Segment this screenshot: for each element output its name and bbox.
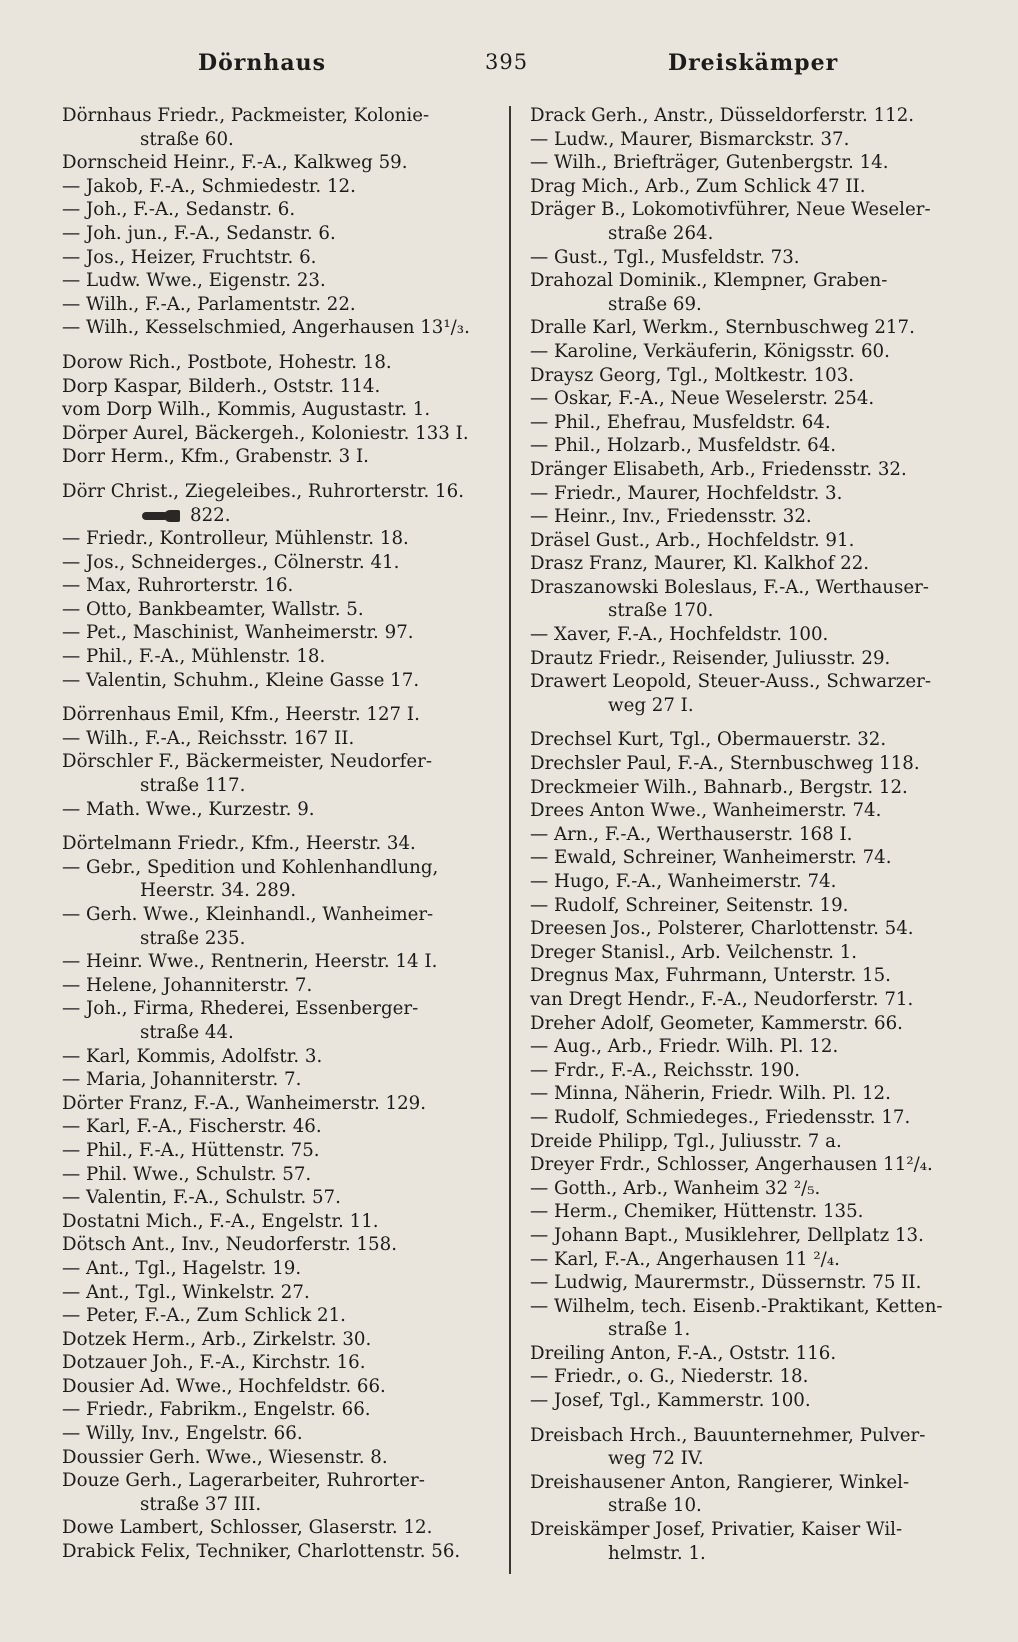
entry-text: Dreyer Frdr., Schlosser, Angerhausen 11²/₄. [530, 1154, 933, 1176]
directory-entry [62, 1422, 512, 1446]
directory-entry [62, 798, 512, 822]
directory-entry [530, 269, 982, 293]
directory-entry [530, 1130, 982, 1154]
directory-entry [62, 574, 512, 598]
directory-entry [530, 1200, 982, 1224]
entry-continuation [530, 1494, 982, 1518]
header-right-keyword: Dreiskämper [668, 50, 839, 76]
entry-text: Dränger Elisabeth, Arb., Friedensstr. 32. [530, 458, 907, 480]
entry-text: straße 1. [608, 1319, 691, 1341]
entry-text: — Ludwig, Maurermstr., Düssernstr. 75 II. [530, 1272, 922, 1294]
entry-text: — Jos., Schneiderges., Cölnerstr. 41. [62, 551, 400, 573]
header-left-keyword: Dörnhaus [198, 50, 326, 76]
entry-text: Dotzauer Joh., F.-A., Kirchstr. 16. [62, 1352, 366, 1374]
entry-continuation [530, 222, 982, 246]
directory-entry [62, 198, 512, 222]
entry-text: — Wilhelm, tech. Eisenb.-Praktikant, Ketten- [530, 1295, 943, 1317]
entry-text: — Friedr., Kontrolleur, Mühlenstr. 18. [62, 528, 409, 550]
entry-text: — Heinr., Inv., Friedensstr. 32. [530, 506, 812, 528]
entry-text: Dralle Karl, Werkm., Sternbuschweg 217. [530, 317, 915, 339]
directory-entry [62, 669, 512, 693]
left-column [62, 104, 512, 1564]
entry-continuation [530, 1447, 982, 1471]
directory-entry [62, 1304, 512, 1328]
entry-text: Dörnhaus Friedr., Packmeister, Kolonie- [62, 105, 430, 126]
entry-text: Dörrenhaus Emil, Kfm., Heerstr. 127 I. [62, 704, 420, 726]
directory-entry [530, 364, 982, 388]
directory-entry [530, 529, 982, 553]
entry-text: — Josef, Tgl., Kammerstr. 100. [530, 1390, 811, 1412]
entry-continuation [62, 879, 512, 903]
right-column [530, 104, 982, 1565]
entry-text: vom Dorp Wilh., Kommis, Augustastr. 1. [62, 399, 431, 421]
entry-gap [530, 717, 982, 728]
entry-text: Dreger Stanisl., Arb. Veilchenstr. 1. [530, 941, 858, 963]
entry-continuation [530, 599, 982, 623]
directory-entry [62, 1469, 512, 1493]
entry-continuation [530, 1318, 982, 1342]
entry-text: — Xaver, F.-A., Hochfeldstr. 100. [530, 624, 829, 646]
directory-entry [530, 1295, 982, 1319]
entry-text: — Jos., Heizer, Fruchtstr. 6. [62, 246, 317, 268]
directory-entry [530, 1424, 982, 1448]
entry-text: Dreckmeier Wilh., Bahnarb., Bergstr. 12. [530, 776, 908, 798]
directory-entry [530, 1012, 982, 1036]
entry-gap [62, 469, 512, 480]
entry-text: straße 170. [608, 600, 714, 622]
directory-entry [62, 375, 512, 399]
column-divider [509, 106, 511, 1574]
directory-entry [62, 1115, 512, 1139]
entry-text: Dötsch Ant., Inv., Neudorferstr. 158. [62, 1234, 397, 1256]
entry-continuation [62, 774, 512, 798]
entry-text: — Rudolf, Schreiner, Seitenstr. 19. [530, 894, 849, 916]
directory-entry [62, 1351, 512, 1375]
entry-text: Dreisbach Hrch., Bauunternehmer, Pulver- [530, 1424, 926, 1446]
entry-text: — Wilh., F.-A., Reichsstr. 167 II. [62, 727, 355, 749]
directory-entry [530, 151, 982, 175]
entry-text: — Oskar, F.-A., Neue Weselerstr. 254. [530, 388, 875, 410]
directory-entry [530, 1059, 982, 1083]
directory-entry [62, 903, 512, 927]
directory-entry [62, 151, 512, 175]
directory-entry [62, 1186, 512, 1210]
entry-text: Draszanowski Boleslaus, F.-A., Werthauser- [530, 576, 929, 598]
entry-text: — Ewald, Schreiner, Wanheimerstr. 74. [530, 847, 892, 869]
directory-entry [62, 293, 512, 317]
entry-text: — Wilh., F.-A., Parlamentstr. 22. [62, 293, 356, 315]
entry-text: Dörter Franz, F.-A., Wanheimerstr. 129. [62, 1092, 427, 1114]
directory-entry [530, 752, 982, 776]
entry-text: — Pet., Maschinist, Wanheimerstr. 97. [62, 622, 414, 644]
directory-entry [530, 728, 982, 752]
entry-text: 822. [190, 504, 231, 526]
directory-entry [62, 222, 512, 246]
entry-text: Dreishausener Anton, Rangierer, Winkel- [530, 1471, 910, 1493]
directory-entry [62, 1540, 512, 1564]
entry-text: — Frdr., F.-A., Reichsstr. 190. [530, 1059, 801, 1081]
directory-entry [62, 750, 512, 774]
directory-entry [62, 1446, 512, 1470]
entry-text: — Willy, Inv., Engelstr. 66. [62, 1423, 303, 1445]
directory-entry [62, 527, 512, 551]
directory-entry [530, 175, 982, 199]
directory-entry [530, 128, 982, 152]
entry-text: — Phil. Wwe., Schulstr. 57. [62, 1163, 312, 1185]
entry-text: Dorr Herm., Kfm., Grabenstr. 3 I. [62, 446, 369, 468]
directory-entry [62, 1375, 512, 1399]
entry-text: — Math. Wwe., Kurzestr. 9. [62, 798, 315, 820]
directory-entry [530, 964, 982, 988]
entry-text: — Gerh. Wwe., Kleinhandl., Wanheimer- [62, 904, 434, 925]
directory-entry [62, 598, 512, 622]
entry-text: — Friedr., Maurer, Hochfeldstr. 3. [530, 482, 843, 504]
entry-text: straße 117. [140, 775, 246, 797]
entry-text: straße 10. [608, 1495, 702, 1517]
directory-entry [62, 727, 512, 751]
directory-entry [530, 917, 982, 941]
directory-entry [530, 988, 982, 1012]
directory-entry [62, 1257, 512, 1281]
directory-entry [530, 552, 982, 576]
entry-text: — Karl, Kommis, Adolfstr. 3. [62, 1045, 323, 1067]
entry-text: — Minna, Näherin, Friedr. Wilh. Pl. 12. [530, 1083, 891, 1105]
entry-text: — Joh., Firma, Rhederei, Essenberger- [62, 998, 419, 1020]
entry-text: Drawert Leopold, Steuer-Auss., Schwarzer- [530, 671, 931, 693]
page-number: 395 [485, 50, 529, 74]
entry-text: weg 27 I. [608, 694, 694, 716]
entry-text: Drahozal Dominik., Klempner, Graben- [530, 270, 888, 292]
directory-entry [62, 974, 512, 998]
directory-entry [530, 482, 982, 506]
entry-text: — Ant., Tgl., Winkelstr. 27. [62, 1281, 310, 1303]
entry-text: Dörper Aurel, Bäckergeh., Koloniestr. 133 I. [62, 422, 469, 444]
entry-text: — Joh., F.-A., Sedanstr. 6. [62, 199, 296, 221]
directory-entry [530, 894, 982, 918]
entry-text: straße 235. [140, 927, 246, 949]
entry-text: Dörtelmann Friedr., Kfm., Heerstr. 34. [62, 833, 416, 855]
directory-entry [530, 246, 982, 270]
entry-text: Drasz Franz, Maurer, Kl. Kalkhof 22. [530, 553, 870, 575]
entry-text: — Maria, Johanniterstr. 7. [62, 1069, 302, 1091]
entry-text: straße 69. [608, 293, 702, 315]
entry-text: van Dregt Hendr., F.-A., Neudorferstr. 71. [530, 988, 914, 1010]
entry-text: Dräsel Gust., Arb., Hochfeldstr. 91. [530, 529, 855, 551]
entry-text: Heerstr. 34. 289. [140, 880, 297, 902]
entry-text: — Gust., Tgl., Musfeldstr. 73. [530, 246, 800, 268]
directory-entry [530, 1271, 982, 1295]
directory-entry [62, 1281, 512, 1305]
entry-text: Drautz Friedr., Reisender, Juliusstr. 29. [530, 647, 891, 669]
entry-text: Dorp Kaspar, Bilderh., Oststr. 114. [62, 375, 381, 397]
entry-text: — Valentin, Schuhm., Kleine Gasse 17. [62, 669, 420, 691]
entry-text: — Karl, F.-A., Fischerstr. 46. [62, 1116, 322, 1138]
directory-entry [530, 1471, 982, 1495]
entry-gap [62, 692, 512, 703]
directory-entry [62, 997, 512, 1021]
directory-entry [62, 1139, 512, 1163]
directory-entry [62, 1398, 512, 1422]
entry-text: Draysz Georg, Tgl., Moltkestr. 103. [530, 364, 855, 386]
entry-text: — Herm., Chemiker, Hüttenstr. 135. [530, 1201, 864, 1223]
entry-text: Dowe Lambert, Schlosser, Glaserstr. 12. [62, 1517, 433, 1539]
directory-entry [530, 670, 982, 694]
entry-text: Dornscheid Heinr., F.-A., Kalkweg 59. [62, 152, 408, 174]
directory-entry [530, 1177, 982, 1201]
entry-text: — Ludw. Wwe., Eigenstr. 23. [62, 270, 326, 292]
entry-text: — Peter, F.-A., Zum Schlick 21. [62, 1305, 346, 1327]
entry-continuation [530, 293, 982, 317]
directory-entry [62, 351, 512, 375]
directory-entry [62, 1328, 512, 1352]
entry-text: — Johann Bapt., Musiklehrer, Dellplatz 13. [530, 1224, 924, 1246]
directory-entry [530, 198, 982, 222]
entry-text: Dostatni Mich., F.-A., Engelstr. 11. [62, 1210, 379, 1232]
directory-entry [62, 422, 512, 446]
telephone-icon [140, 509, 186, 523]
entry-text: Dörr Christ., Ziegeleibes., Ruhrorterstr. 16. [62, 480, 464, 502]
directory-entry [530, 411, 982, 435]
entry-text: — Valentin, F.-A., Schulstr. 57. [62, 1187, 341, 1209]
entry-text: Drees Anton Wwe., Wanheimerstr. 74. [530, 800, 882, 822]
entry-text: — Heinr. Wwe., Rentnerin, Heerstr. 14 I. [62, 951, 438, 973]
directory-entry [62, 1068, 512, 1092]
directory-entry [530, 1224, 982, 1248]
directory-entry [530, 340, 982, 364]
entry-text: — Karoline, Verkäuferin, Königsstr. 60. [530, 340, 890, 362]
entry-text: straße 60. [140, 128, 234, 150]
directory-entry [62, 1516, 512, 1540]
entry-text: — Ant., Tgl., Hagelstr. 19. [62, 1257, 302, 1279]
directory-entry [530, 458, 982, 482]
directory-entry [530, 576, 982, 600]
entry-text: Dorow Rich., Postbote, Hohestr. 18. [62, 351, 392, 373]
directory-entry [62, 104, 512, 128]
entry-text: Dregnus Max, Fuhrmann, Unterstr. 15. [530, 965, 891, 987]
entry-gap [62, 821, 512, 832]
directory-entry [530, 823, 982, 847]
entry-continuation [62, 504, 512, 528]
entry-text: — Aug., Arb., Friedr. Wilh. Pl. 12. [530, 1036, 839, 1058]
entry-gap [530, 1413, 982, 1424]
directory-entry [530, 316, 982, 340]
entry-text: — Friedr., o. G., Niederstr. 18. [530, 1366, 809, 1388]
directory-entry [530, 505, 982, 529]
directory-entry [62, 950, 512, 974]
directory-entry [62, 398, 512, 422]
entry-text: — Jakob, F.-A., Schmiedestr. 12. [62, 175, 356, 197]
entry-continuation [530, 694, 982, 718]
directory-entry [530, 104, 982, 128]
entry-text: — Karl, F.-A., Angerhausen 11 ²/₄. [530, 1248, 840, 1270]
directory-entry [530, 776, 982, 800]
entry-text: weg 72 IV. [608, 1448, 704, 1470]
directory-entry [62, 832, 512, 856]
directory-entry [62, 175, 512, 199]
entry-text: — Gebr., Spedition und Kohlenhandlung, [62, 856, 439, 878]
entry-text: — Wilh., Kesselschmied, Angerhausen 13¹/₃. [62, 317, 470, 339]
directory-entry [530, 799, 982, 823]
entry-text: — Phil., Ehefrau, Musfeldstr. 64. [530, 411, 831, 433]
entry-text: — Friedr., Fabrikm., Engelstr. 66. [62, 1399, 371, 1421]
directory-entry [62, 269, 512, 293]
directory-entry [62, 703, 512, 727]
directory-entry [530, 1082, 982, 1106]
entry-text: — Arn., F.-A., Werthauserstr. 168 I. [530, 823, 853, 845]
directory-entry [530, 1153, 982, 1177]
directory-entry [62, 246, 512, 270]
entry-continuation [62, 1493, 512, 1517]
directory-entry [530, 434, 982, 458]
entry-text: Dreher Adolf, Geometer, Kammerstr. 66. [530, 1012, 903, 1034]
entry-continuation [62, 128, 512, 152]
directory-entry [530, 1365, 982, 1389]
directory-entry [62, 645, 512, 669]
directory-entry [530, 1342, 982, 1366]
entry-text: — Wilh., Briefträger, Gutenbergstr. 14. [530, 152, 889, 174]
entry-continuation [530, 1542, 982, 1566]
entry-text: Drabick Felix, Techniker, Charlottenstr. 56. [62, 1541, 461, 1563]
entry-text: Dreiskämper Josef, Privatier, Kaiser Wil- [530, 1519, 903, 1541]
directory-entry [530, 1248, 982, 1272]
directory-entry [62, 1163, 512, 1187]
directory-entry [530, 941, 982, 965]
entry-text: Dörschler F., Bäckermeister, Neudorfer- [62, 751, 433, 773]
entry-text: — Gotth., Arb., Wanheim 32 ²/₅. [530, 1177, 821, 1199]
directory-entry [530, 647, 982, 671]
directory-entry [62, 551, 512, 575]
entry-text: — Phil., F.-A., Mühlenstr. 18. [62, 646, 326, 668]
entry-text: straße 44. [140, 1021, 234, 1043]
directory-entry [62, 1045, 512, 1069]
entry-text: — Phil., F.-A., Hüttenstr. 75. [62, 1139, 320, 1161]
directory-entry [62, 856, 512, 880]
directory-entry [62, 1233, 512, 1257]
entry-text: — Hugo, F.-A., Wanheimerstr. 74. [530, 871, 837, 892]
directory-entry [530, 1389, 982, 1413]
directory-entry [530, 1106, 982, 1130]
entry-text: straße 264. [608, 222, 714, 244]
directory-entry [530, 846, 982, 870]
entry-text: helmstr. 1. [608, 1542, 706, 1564]
entry-text: — Max, Ruhrorterstr. 16. [62, 575, 294, 597]
directory-entry [530, 387, 982, 411]
entry-text: Dreide Philipp, Tgl., Juliusstr. 7 a. [530, 1130, 842, 1152]
entry-text: Drag Mich., Arb., Zum Schlick 47 II. [530, 175, 866, 197]
directory-entry [530, 623, 982, 647]
directory-entry [62, 316, 512, 340]
entry-gap [62, 340, 512, 351]
directory-entry [530, 870, 982, 894]
entry-continuation [62, 927, 512, 951]
entry-text: Drechsel Kurt, Tgl., Obermauerstr. 32. [530, 729, 887, 751]
entry-text: straße 37 III. [140, 1493, 262, 1515]
directory-entry [530, 1035, 982, 1059]
entry-text: Drechsler Paul, F.-A., Sternbuschweg 118. [530, 753, 920, 775]
entry-continuation [62, 1021, 512, 1045]
directory-entry [530, 1518, 982, 1542]
directory-entry [62, 480, 512, 504]
directory-entry [62, 1210, 512, 1234]
entry-text: Dotzek Herm., Arb., Zirkelstr. 30. [62, 1328, 372, 1350]
entry-text: Dreesen Jos., Polsterer, Charlottenstr. 54. [530, 918, 914, 940]
entry-text: Doussier Gerh. Wwe., Wiesenstr. 8. [62, 1446, 388, 1468]
entry-text: Dräger B., Lokomotivführer, Neue Weseler- [530, 199, 931, 221]
entry-text: — Otto, Bankbeamter, Wallstr. 5. [62, 598, 364, 620]
entry-text: Dreiling Anton, F.-A., Oststr. 116. [530, 1342, 837, 1364]
entry-text: — Joh. jun., F.-A., Sedanstr. 6. [62, 222, 336, 244]
entry-text: — Phil., Holzarb., Musfeldstr. 64. [530, 435, 837, 457]
directory-entry [62, 445, 512, 469]
entry-text: — Ludw., Maurer, Bismarckstr. 37. [530, 128, 850, 150]
entry-text: — Rudolf, Schmiedeges., Friedensstr. 17. [530, 1106, 911, 1128]
directory-entry [62, 1092, 512, 1116]
entry-text: Dousier Ad. Wwe., Hochfeldstr. 66. [62, 1375, 386, 1397]
page-header [0, 50, 1018, 90]
entry-text: Drack Gerh., Anstr., Düsseldorferstr. 112. [530, 105, 915, 126]
entry-text: Douze Gerh., Lagerarbeiter, Ruhrorter- [62, 1470, 425, 1492]
entry-text: — Helene, Johanniterstr. 7. [62, 974, 313, 996]
directory-entry [62, 621, 512, 645]
